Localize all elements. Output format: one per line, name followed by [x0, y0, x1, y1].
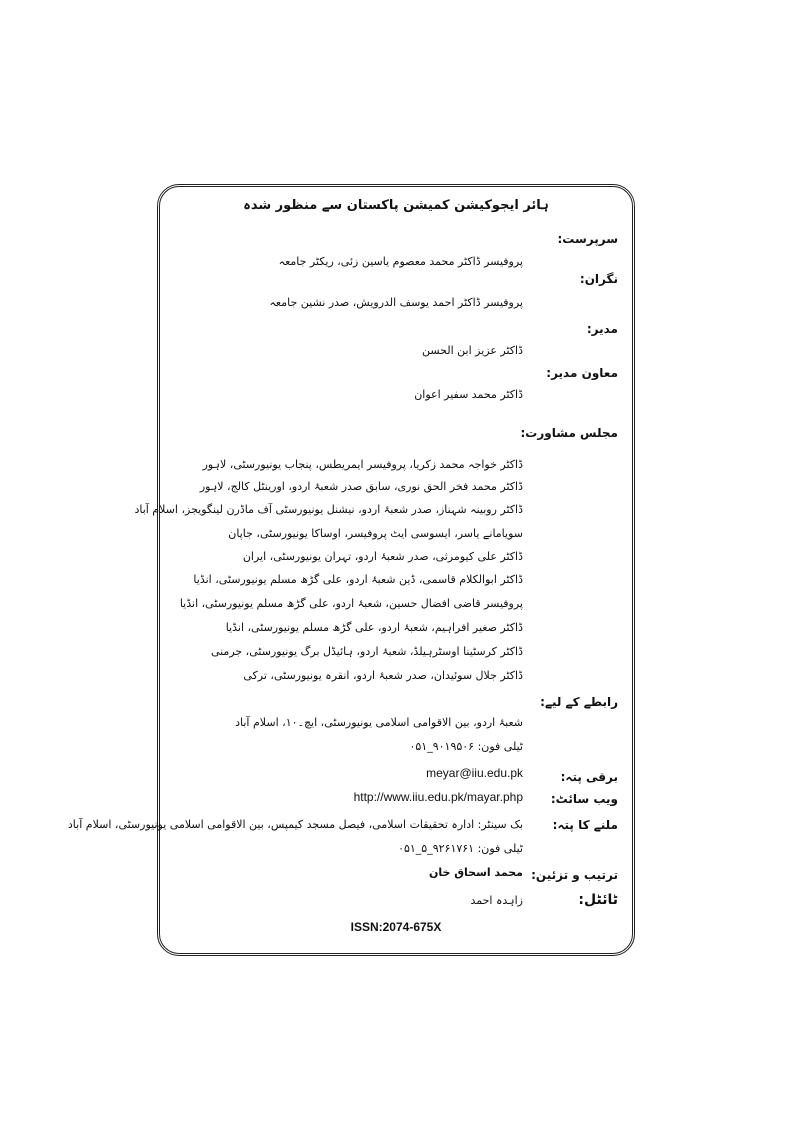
associate-editor-value: ڈاکٹر محمد سفیر اعوان — [414, 388, 523, 401]
supervisor-value: پروفیسر ڈاکٹر احمد یوسف الدرویش، صدر نشین جامعہ — [269, 296, 523, 309]
advisory-member: ڈاکٹر خواجہ محمد زکریا، پروفیسر ایمریطس، پنجاب یونیورسٹی، لاہور — [202, 458, 523, 471]
email-label: برقی پتہ: — [560, 770, 618, 784]
page-title: ہائر ایجوکیشن کمیشن پاکستان سے منظور شدہ — [243, 198, 549, 213]
distribution-address: بک سینٹر: ادارہ تحقیقات اسلامی، فیصل مسجد کیمپس، بین الاقوامی اسلامی یونیورسٹی، اسلام آباد — [67, 818, 523, 831]
issn: ISSN:2074-675X — [350, 920, 442, 934]
website-label: ویب سائٹ: — [550, 792, 618, 806]
advisory-member: ڈاکٹر روبینہ شہناز، صدر شعبۂ اردو، نیشنل یونیورسٹی آف ماڈرن لینگویجز، اسلام آباد — [134, 503, 523, 516]
cover-value: زاہدہ احمد — [470, 894, 523, 907]
composing-value: محمد اسحاق خان — [428, 866, 523, 879]
advisory-member: ڈاکٹر جلال سوئیدان، صدر شعبۂ اردو، انقرہ یونیورسٹی، ترکی — [243, 669, 523, 682]
distribution-phone: ٹیلی فون: ۹۲۶۱۷۶۱_۵_۰۵۱ — [398, 842, 523, 855]
advisory-member: ڈاکٹر ابوالکلام قاسمی، ڈین شعبۂ اردو، علی گڑھ مسلم یونیورسٹی، انڈیا — [193, 573, 523, 586]
contact-label: رابطے کے لیے: — [540, 695, 618, 709]
advisory-board-label: مجلس مشاورت: — [520, 426, 618, 440]
contact-address: شعبۂ اردو، بین الاقوامی اسلامی یونیورسٹی، ایچ۔۱۰، اسلام آباد — [235, 716, 523, 729]
advisory-member: پروفیسر قاضی افضال حسین، شعبۂ اردو، علی گڑھ مسلم یونیورسٹی، انڈیا — [179, 597, 523, 610]
advisory-member: سویامانے یاسر، ایسوسی ایٹ پروفیسر، اوساکا یونیورسٹی، جاپان — [228, 527, 523, 540]
composing-label: ترتیب و تزئین: — [531, 868, 618, 882]
cover-label: ٹائٹل: — [578, 892, 618, 908]
distribution-label: ملنے کا پتہ: — [552, 818, 618, 832]
supervisor-label: نگران: — [579, 272, 618, 286]
website-link[interactable]: http://www.iiu.edu.pk/mayar.php — [353, 790, 523, 804]
editor-value: ڈاکٹر عزیز ابن الحسن — [421, 344, 523, 357]
email-value[interactable]: meyar@iiu.edu.pk — [426, 766, 523, 780]
advisory-member: ڈاکٹر کرسٹینا اوسٹرہیلڈ، شعبۂ اردو، ہائیڈل برگ یونیورسٹی، جرمنی — [210, 645, 523, 658]
advisory-member: ڈاکٹر صغیر افراہیم، شعبۂ اردو، علی گڑھ مسلم یونیورسٹی، انڈیا — [225, 621, 523, 634]
patron-value: پروفیسر ڈاکٹر محمد معصوم یاسین زئی، ریکٹر جامعہ — [278, 255, 523, 268]
editor-label: مدیر: — [586, 322, 618, 336]
patron-label: سرپرست: — [557, 232, 618, 246]
advisory-member: ڈاکٹر محمد فخر الحق نوری، سابق صدر شعبۂ اردو، اورینٹل کالج، لاہور — [199, 480, 523, 493]
advisory-member: ڈاکٹر علی کیومرثی، صدر شعبۂ اردو، تہران یونیورسٹی، ایران — [242, 550, 523, 563]
associate-editor-label: معاون مدیر: — [546, 366, 618, 380]
contact-phone: ٹیلی فون: ۹۰۱۹۵۰۶_۰۵۱ — [409, 740, 523, 753]
